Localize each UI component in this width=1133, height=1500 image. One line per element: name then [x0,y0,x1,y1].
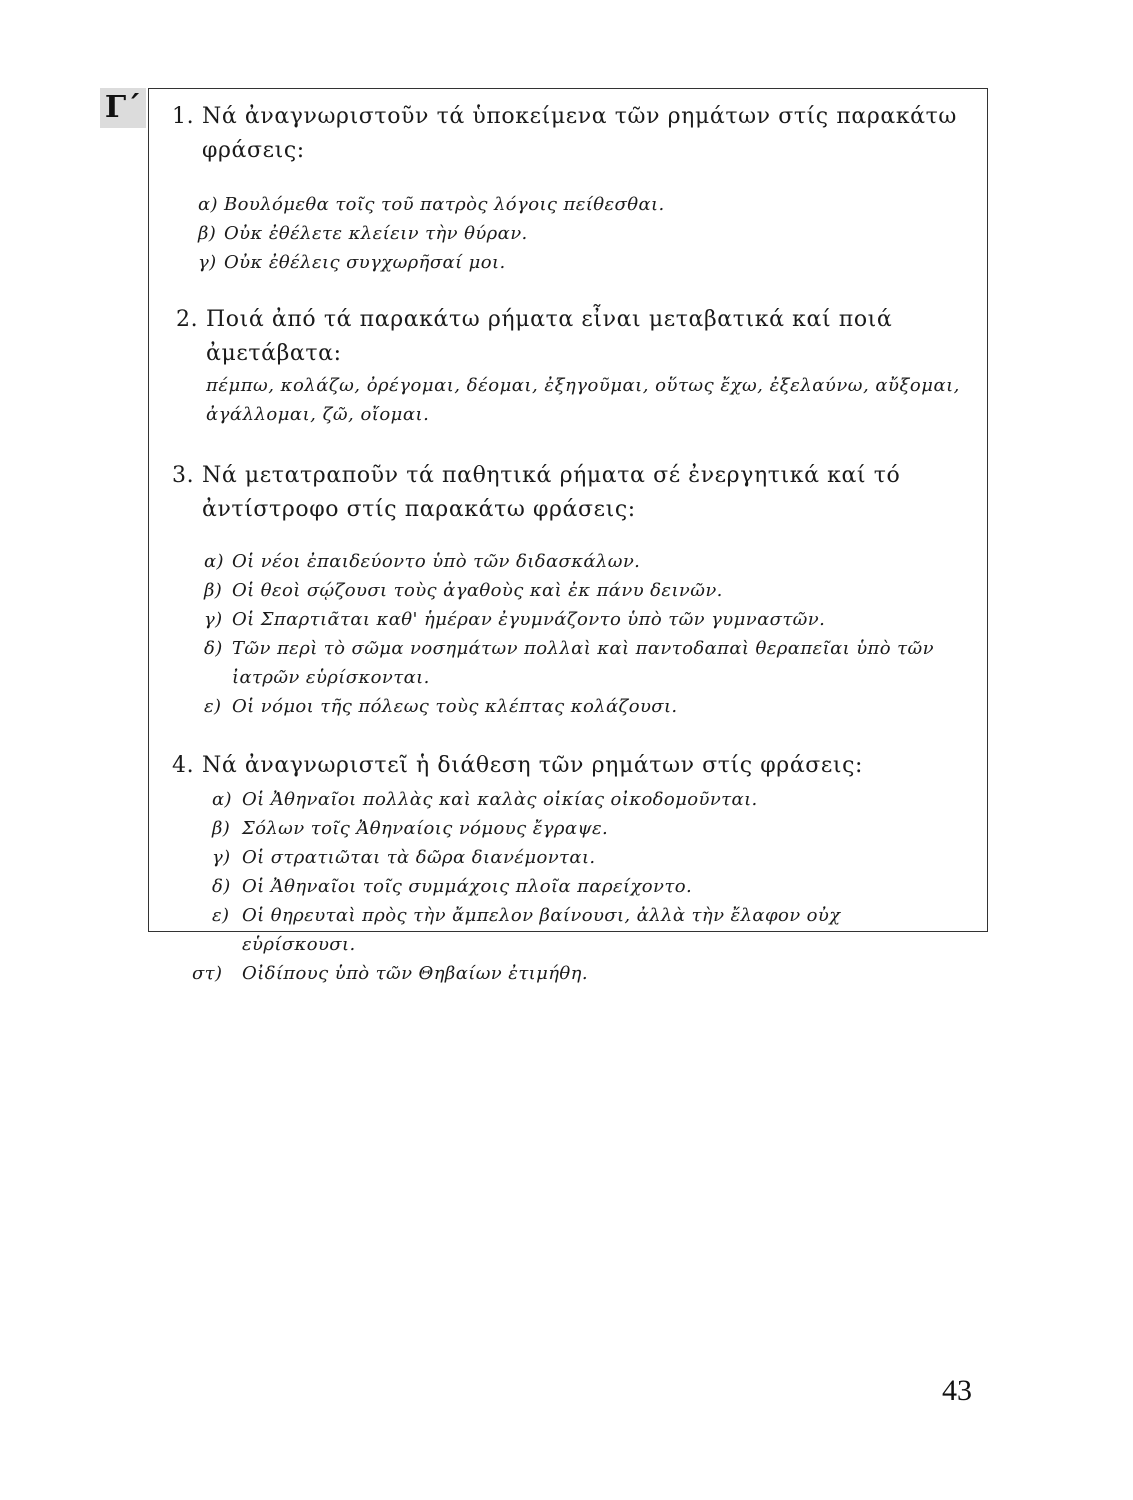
list-item [212,785,982,814]
item-label: δ) [212,876,231,897]
item-label: α) [212,789,232,810]
item-label: β) [198,223,217,244]
item-text: Οἰδίπους ὑπὸ τῶν Θηβαίων ἐτιμήθη. [242,963,588,984]
exercise-number: 1. [172,104,195,129]
exercise-number: 2. [176,307,199,332]
exercise-number: 4. [172,753,195,778]
item-text: Οὐκ ἐθέλεις συγχωρῆσαί μοι. [224,252,506,273]
exercise-instruction: Νά ἀναγνωριστεῖ ἡ διάθεση τῶν ρημάτων στίς φράσεις: [202,753,864,778]
item-label: γ) [204,609,223,630]
section-label: Γ΄ [100,88,146,128]
list-item [204,634,982,692]
exercise-2 [172,303,982,429]
item-label: α) [204,551,224,572]
exercise-instruction: Νά μετατραποῦν τά παθητικά ρήματα σέ ἐνεργητικά καί τό ἀντίστροφο στίς παρακάτω φράσεις: [202,463,901,522]
item-text: Οἱ νέοι ἐπαιδεύοντο ὑπὸ τῶν διδασκάλων. [232,551,641,572]
exercise-instruction: Νά ἀναγνωριστοῦν τά ὑποκείμενα τῶν ρημάτων στίς παρακάτω φράσεις: [202,104,957,163]
item-label: στ) [192,963,223,984]
exercise-1 [172,100,982,277]
list-item [212,843,982,872]
item-text: Τῶν περὶ τὸ σῶμα νοσημάτων πολλαὶ καὶ παντοδαπαὶ θεραπεῖαι ὑπὸ τῶν ἰατρῶν εὑρίσκονται. [232,638,934,688]
exercise-content [172,100,982,988]
verb-list: πέμπω, κολάζω, ὀρέγομαι, δέομαι, ἐξηγοῦμαι, οὕτως ἔχω, ἐξελαύνω, αὔξομαι, ἀγάλλομαι, ζῶ, οἴομαι. [206,375,960,425]
list-item [198,248,982,277]
item-label: β) [204,580,223,601]
item-text: Οἱ Ἀθηναῖοι τοῖς συμμάχοις πλοῖα παρείχοντο. [242,876,693,897]
list-item [212,814,982,843]
list-item [204,576,982,605]
list-item [204,605,982,634]
list-item [198,190,982,219]
list-item [212,872,982,901]
item-text: Οἱ Ἀθηναῖοι πολλὰς καὶ καλὰς οἰκίας οἰκοδομοῦνται. [242,789,758,810]
item-text: Σόλων τοῖς Ἀθηναίοις νόμους ἔγραψε. [242,818,609,839]
item-text: Οἱ νόμοι τῆς πόλεως τοὺς κλέπτας κολάζουσι. [232,696,678,717]
item-label: γ) [212,847,231,868]
item-text: Οὐκ ἐθέλετε κλείειν τὴν θύραν. [224,223,528,244]
item-label: γ) [198,252,217,273]
item-text: Βουλόμεθα τοῖς τοῦ πατρὸς λόγοις πείθεσθαι. [224,194,665,215]
item-label: α) [198,194,218,215]
list-item [212,901,982,959]
item-label: δ) [204,638,223,659]
exercise-3 [172,459,982,721]
item-text: Οἱ θηρευταὶ πρὸς τὴν ἄμπελον βαίνουσι, ἀλλὰ τὴν ἔλαφον οὐχ εὑρίσκουσι. [242,905,841,955]
list-item [204,547,982,576]
list-item [198,219,982,248]
item-text: Οἱ στρατιῶται τὰ δῶρα διανέμονται. [242,847,596,868]
item-label: ε) [212,905,230,926]
item-label: β) [212,818,231,839]
page-number: 43 [942,1374,972,1407]
exercise-instruction: Ποιά ἀπό τά παρακάτω ρήματα εἶναι μεταβατικά καί ποιά ἀμετάβατα: [206,307,893,366]
list-item [192,959,982,988]
list-item [204,692,982,721]
item-text: Οἱ θεοὶ σῴζουσι τοὺς ἀγαθοὺς καὶ ἐκ πάνυ δεινῶν. [232,580,723,601]
item-label: ε) [204,696,222,717]
item-text: Οἱ Σπαρτιᾶται καθ' ἡμέραν ἐγυμνάζοντο ὑπὸ τῶν γυμναστῶν. [232,609,826,630]
exercise-4 [172,749,982,988]
exercise-number: 3. [172,463,195,488]
